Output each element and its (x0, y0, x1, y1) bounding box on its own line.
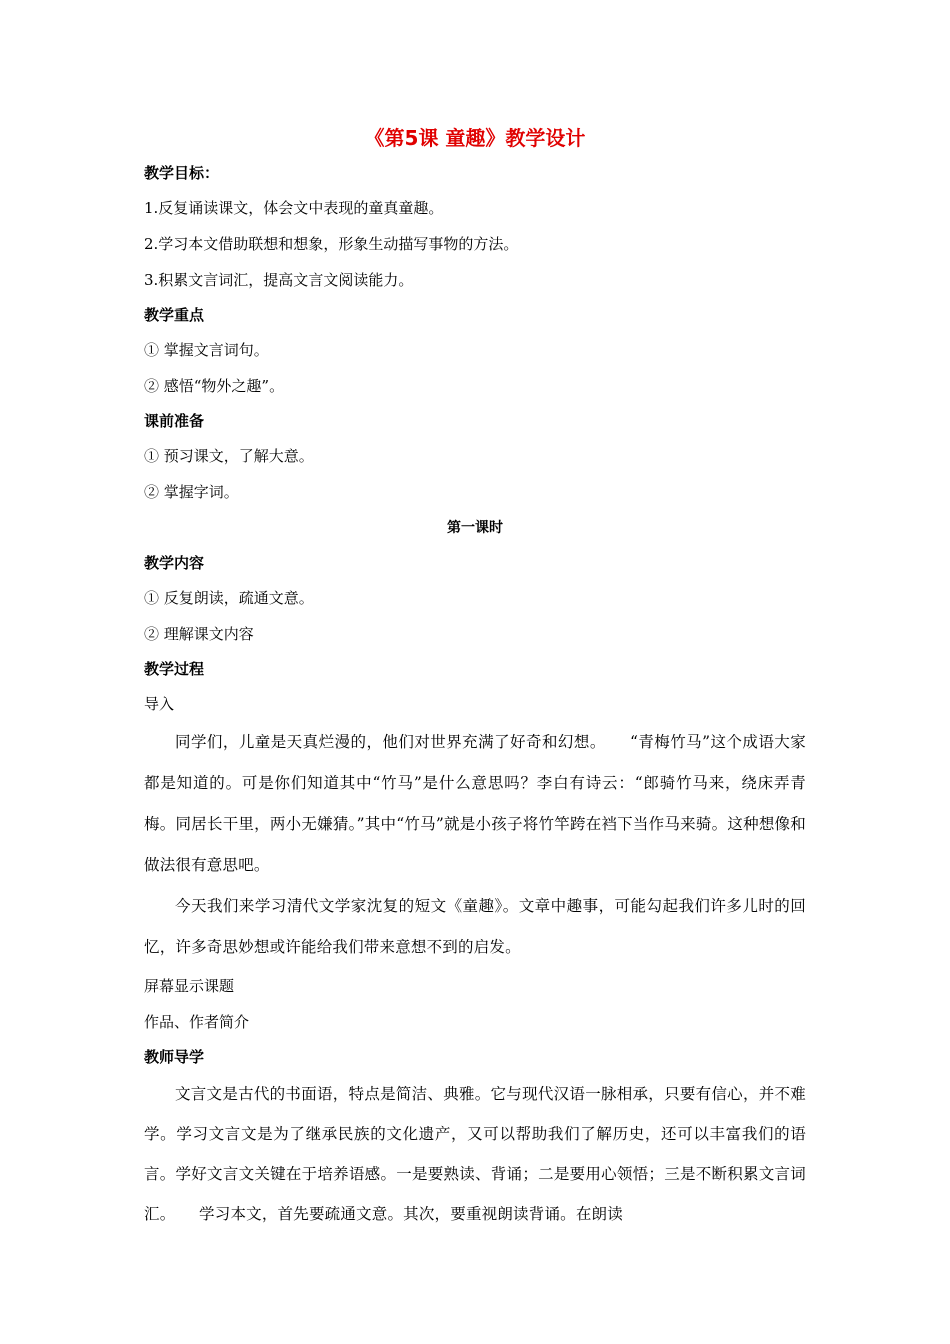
intro-paragraph: 今天我们来学习清代文学家沈复的短文《童趣》。文章中趣事，可能勾起我们许多儿时的回忆，许多奇思妙想或许能给我们带来意想不到的启发。 (144, 897, 806, 956)
intro-label: 导入 (144, 695, 175, 713)
objective-item: 2.学习本文借助联想和想象，形象生动描写事物的方法。 (144, 235, 519, 253)
session-title: 第一课时 (447, 520, 503, 536)
key-point-item: ① 掌握文言词句。 (144, 341, 269, 359)
key-points-heading: 教学重点 (144, 306, 205, 324)
objectives-heading: 教学目标： (144, 164, 220, 182)
preparation-heading: 课前准备 (144, 412, 205, 430)
guidance-paragraph: 文言文是古代的书面语，特点是简洁、典雅。它与现代汉语一脉相承，只要有信心，并不难学。学习文言文是为了继承民族的文化遗产，又可以帮助我们了解历史，还可以丰富我们的语言。学好文言文关键在于培养语感。一是要熟读、背诵；二是要用心领悟；三是不断积累文言词汇。 学习本文，首先要疏通文意。其次，要重视朗读背诵。在朗读 (144, 1085, 806, 1223)
author-label: 作品、作者简介 (144, 1013, 250, 1031)
preparation-item: ② 掌握字词。 (144, 483, 239, 501)
content-heading: 教学内容 (144, 554, 205, 572)
key-point-item: ② 感悟“物外之趣”。 (144, 377, 285, 395)
content-item: ② 理解课文内容 (144, 625, 254, 643)
preparation-item: ① 预习课文，了解大意。 (144, 447, 314, 465)
objective-item: 1.反复诵读课文，体会文中表现的童真童趣。 (144, 199, 444, 217)
process-heading: 教学过程 (144, 660, 205, 678)
intro-paragraph: 同学们，儿童是天真烂漫的，他们对世界充满了好奇和幻想。 “青梅竹马”这个成语大家都是知道的。可是你们知道其中“竹马”是什么意思吗？李白有诗云：“郎骑竹马来，绕床弄青梅。同居长干里，两小无嫌猜。”其中“竹马”就是小孩子将竹竿跨在裆下当作马来骑。这种想像和做法很有意思吧。 (144, 733, 806, 874)
content-item: ① 反复朗读，疏通文意。 (144, 589, 314, 607)
document-title: 《第5课 童趣》教学设计 (364, 126, 586, 150)
objective-item: 3.积累文言词汇，提高文言文阅读能力。 (144, 271, 414, 289)
screen-label: 屏幕显示课题 (144, 977, 235, 995)
guidance-heading: 教师导学 (144, 1048, 205, 1066)
